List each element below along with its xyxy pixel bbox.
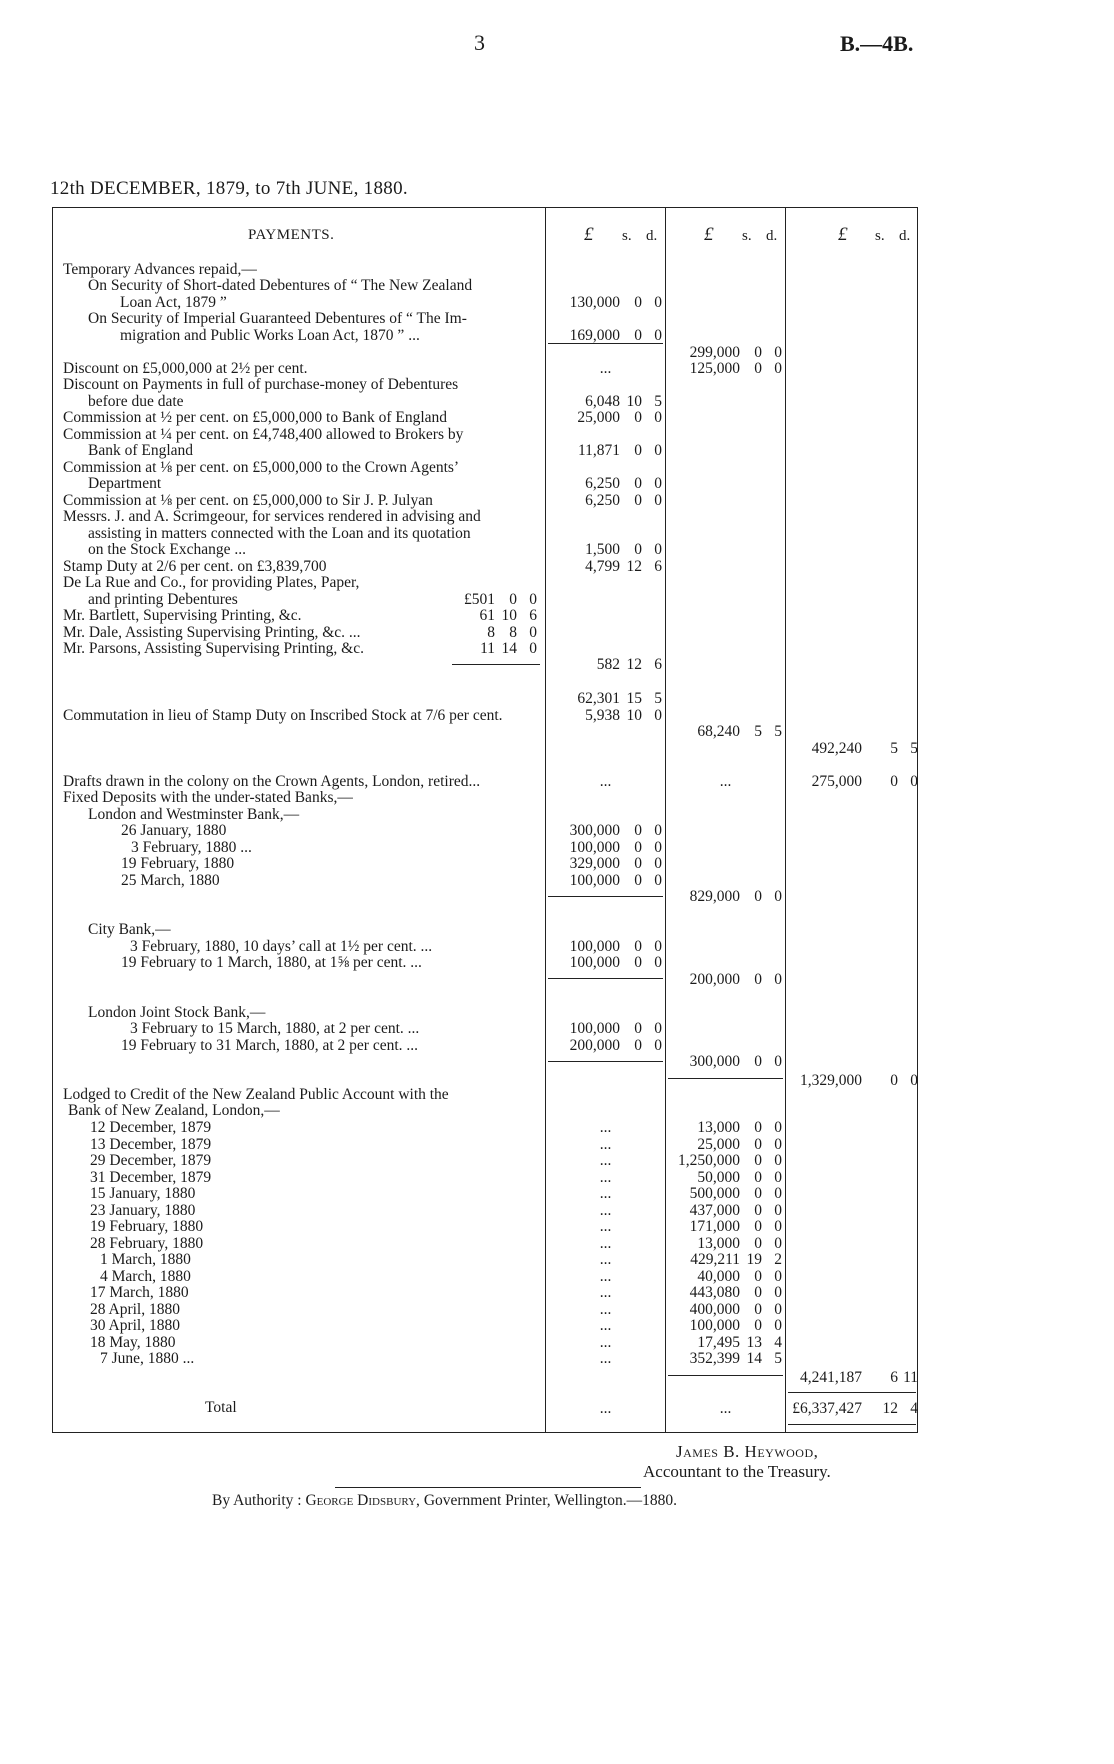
lodged-date-1: 12 December, 1879 <box>90 1119 212 1136</box>
printing-total-pounds: 582 <box>596 656 620 673</box>
lodged-col1-dots-1: ... <box>599 1119 612 1136</box>
lwb-2-pence: 0 <box>654 839 662 856</box>
lwb-4-pounds: 100,000 <box>569 872 620 889</box>
rule-total <box>788 1424 916 1425</box>
lwb-4-shillings: 0 <box>634 872 642 889</box>
city-1-shillings: 0 <box>634 938 642 955</box>
city-total-shillings: 0 <box>754 971 762 988</box>
footer-rule <box>335 1487 641 1488</box>
discount-payments-pounds: 6,048 <box>585 393 620 410</box>
lodged-grand-pounds: 4,241,187 <box>800 1369 862 1386</box>
commutation-shillings: 10 <box>626 707 642 724</box>
discount-pounds: 125,000 <box>689 360 740 377</box>
col3-pounds-heading: £ <box>838 224 848 245</box>
temp-advances-subtotal-shillings: 0 <box>754 344 762 361</box>
city-total-pence: 0 <box>774 971 782 988</box>
commutation-pence: 0 <box>654 707 662 724</box>
lodged-date-8: 28 February, 1880 <box>90 1234 204 1252</box>
rule-lodged <box>668 1375 783 1376</box>
ljs-row-2: 19 February to 31 March, 1880, at 2 per cent. ... <box>121 1037 419 1054</box>
lodged-8-shillings: 0 <box>754 1234 762 1252</box>
imprint-rest: Government Printer, Wellington.—1880. <box>423 1492 677 1509</box>
sum1-pounds: 62,301 <box>577 690 620 707</box>
rule-ljs-col2 <box>668 1078 783 1079</box>
lwb-date-3: 19 February, 1880 <box>121 855 235 872</box>
ljs-2-pence: 0 <box>654 1037 662 1054</box>
lodged-3-pence: 0 <box>774 1152 782 1169</box>
col2-pence-heading: d. <box>766 228 778 244</box>
dale-amount-pounds: 8 <box>487 624 495 641</box>
lodged-col1-dots-15: ... <box>599 1350 612 1367</box>
lodged-date-11: 17 March, 1880 <box>90 1284 189 1301</box>
bartlett-amount-shillings: 10 <box>501 607 517 624</box>
fixed-deposits-grand-pence: 0 <box>910 1072 918 1089</box>
rule-printing <box>452 664 540 665</box>
dale-amount-shillings: 8 <box>509 624 517 641</box>
lodged-10-pence: 0 <box>774 1267 782 1285</box>
dale-amount-pence: 0 <box>529 624 537 641</box>
commission-brokers-pounds: 11,871 <box>577 442 620 459</box>
col1-shillings-heading: s. <box>622 228 632 244</box>
lodged-line-2: Bank of New Zealand, London,— <box>68 1102 280 1119</box>
lodged-col1-dots-2: ... <box>599 1135 612 1153</box>
printer-imprint <box>212 1492 677 1510</box>
lwb-heading: London and Westminster Bank,— <box>88 806 300 823</box>
parsons-amount-pounds: 11 <box>480 640 495 657</box>
commission-agents-pence: 0 <box>654 475 662 492</box>
lodged-4-shillings: 0 <box>754 1168 762 1186</box>
lwb-3-pence: 0 <box>654 855 662 872</box>
drafts-shillings: 0 <box>890 773 898 790</box>
lodged-3-pounds: 1,250,000 <box>678 1152 740 1169</box>
lodged-8-pounds: 13,000 <box>697 1234 740 1252</box>
temp-advance-2-line-b: migration and Public Works Loan Act, 1870 ” ... <box>120 327 420 344</box>
city-2-pence: 0 <box>654 954 662 971</box>
lodged-13-pence: 0 <box>774 1317 782 1334</box>
grand1-shillings: 5 <box>890 740 898 757</box>
lodged-11-pence: 0 <box>774 1284 782 1301</box>
sum1-shillings: 15 <box>626 690 642 707</box>
column-divider-2 <box>665 207 666 1433</box>
stamp-duty-shillings: 12 <box>626 558 642 575</box>
lodged-col1-dots-14: ... <box>599 1333 612 1351</box>
commission-brokers-line-2: Bank of England <box>88 442 194 459</box>
lwb-1-shillings: 0 <box>634 822 642 839</box>
lwb-total-shillings: 0 <box>754 888 762 905</box>
lodged-13-shillings: 0 <box>754 1317 762 1334</box>
lwb-1-pence: 0 <box>654 822 662 839</box>
lwb-date-2: 3 February, 1880 ... <box>131 839 252 856</box>
column-divider-1 <box>545 207 546 1433</box>
drafts-col1-dots: ... <box>599 773 612 790</box>
dale-label: Mr. Dale, Assisting Supervising Printing, &c. ... <box>63 624 361 641</box>
lodged-10-shillings: 0 <box>754 1267 762 1285</box>
sum2-pounds: 68,240 <box>697 723 740 740</box>
lodged-7-pounds: 171,000 <box>689 1218 740 1235</box>
table-bottom-rule <box>52 1432 918 1433</box>
stamp-duty-pence: 6 <box>654 558 662 575</box>
lodged-8-pence: 0 <box>774 1234 782 1252</box>
lodged-date-12: 28 April, 1880 <box>90 1300 180 1318</box>
lwb-3-shillings: 0 <box>634 855 642 872</box>
drafts-pence: 0 <box>910 773 918 790</box>
delarue-line-1: De La Rue and Co., for providing Plates, Paper, <box>63 574 360 591</box>
signature-name-text: James B. Heywood, <box>676 1442 819 1461</box>
drafts-label: Drafts drawn in the colony on the Crown Agents, London, retired... <box>63 773 481 790</box>
lodged-6-shillings: 0 <box>754 1201 762 1219</box>
lodged-7-pence: 0 <box>774 1218 782 1235</box>
discount-pence: 0 <box>774 360 782 377</box>
lodged-date-15: 7 June, 1880 ... <box>100 1350 195 1367</box>
col1-pounds-heading: £ <box>584 224 594 245</box>
lodged-date-13: 30 April, 1880 <box>90 1317 180 1334</box>
commission-brokers-shillings: 0 <box>634 442 642 459</box>
ljs-2-shillings: 0 <box>634 1037 642 1054</box>
rule-grand-before-total <box>788 1392 916 1393</box>
grand1-pounds: 492,240 <box>811 740 862 757</box>
commission-boe-pence: 0 <box>654 409 662 426</box>
commission-brokers-line-1: Commission at ¼ per cent. on £4,748,400 allowed to Brokers by <box>63 426 464 443</box>
lodged-date-2: 13 December, 1879 <box>90 1135 212 1153</box>
discount-payments-line-2: before due date <box>88 393 184 410</box>
lodged-15-pounds: 352,399 <box>689 1350 740 1367</box>
rule-city <box>548 978 663 979</box>
city-2-shillings: 0 <box>634 954 642 971</box>
scrimgeour-line-3: on the Stock Exchange ... <box>88 541 246 558</box>
lodged-grand-shillings: 6 <box>890 1369 898 1386</box>
sum2-pence: 5 <box>774 723 782 740</box>
bartlett-amount-pence: 6 <box>529 607 537 624</box>
scrimgeour-line-1: Messrs. J. and A. Scrimgeour, for services rendered in advising and <box>63 508 481 525</box>
lodged-date-4: 31 December, 1879 <box>90 1168 212 1186</box>
col2-shillings-heading: s. <box>742 228 752 244</box>
temp-advance-2-pounds: 169,000 <box>569 327 620 344</box>
stamp-duty-pounds: 4,799 <box>585 558 620 575</box>
discount-payments-shillings: 10 <box>626 393 642 410</box>
temp-advance-1-line-b: Loan Act, 1879 ” <box>120 294 227 311</box>
total-col2-dots: ... <box>719 1400 732 1417</box>
stamp-duty-label: Stamp Duty at 2/6 per cent. on £3,839,700 <box>63 558 327 575</box>
fixed-deposits-heading: Fixed Deposits with the under-stated Banks,— <box>63 789 353 806</box>
imprint-printer: George Didsbury, <box>305 1492 420 1509</box>
commission-boe-shillings: 0 <box>634 409 642 426</box>
lwb-4-pence: 0 <box>654 872 662 889</box>
commission-agents-pounds: 6,250 <box>585 475 620 492</box>
city-2-pounds: 100,000 <box>569 954 620 971</box>
commission-agents-line-2: Department <box>88 475 162 492</box>
temp-advance-2-shillings: 0 <box>634 327 642 344</box>
lodged-12-shillings: 0 <box>754 1300 762 1318</box>
imprint-prefix: By Authority : <box>212 1492 302 1509</box>
drafts-col2-dots: ... <box>719 773 732 790</box>
temp-advances-subtotal-pounds: 299,000 <box>689 344 740 361</box>
lwb-3-pounds: 329,000 <box>569 855 620 872</box>
lwb-date-4: 25 March, 1880 <box>121 872 220 889</box>
lodged-9-shillings: 19 <box>746 1251 762 1268</box>
temp-advance-1-line-a: On Security of Short-dated Debentures of “ The New Zealand <box>88 277 473 294</box>
lodged-2-pounds: 25,000 <box>697 1135 740 1153</box>
temp-advances-heading: Temporary Advances repaid,— <box>63 261 257 278</box>
lwb-total-pence: 0 <box>774 888 782 905</box>
ljs-row-1: 3 February to 15 March, 1880, at 2 per cent. ... <box>130 1020 420 1037</box>
lodged-date-6: 23 January, 1880 <box>90 1201 196 1219</box>
table-right-border <box>917 207 918 1433</box>
lwb-total-pounds: 829,000 <box>689 888 740 905</box>
lodged-5-pounds: 500,000 <box>689 1185 740 1202</box>
discount-payments-line-1: Discount on Payments in full of purchase-money of Debentures <box>63 376 459 393</box>
lodged-col1-dots-4: ... <box>599 1168 612 1186</box>
fixed-deposits-grand-pounds: 1,329,000 <box>800 1072 862 1089</box>
lodged-15-pence: 5 <box>774 1350 782 1367</box>
ljs-total-pounds: 300,000 <box>689 1053 740 1070</box>
lodged-col1-dots-7: ... <box>599 1218 612 1235</box>
period-title: 12th DECEMBER, 1879, to 7th JUNE, 1880. <box>50 178 408 199</box>
commission-agents-shillings: 0 <box>634 475 642 492</box>
lodged-3-shillings: 0 <box>754 1152 762 1169</box>
parsons-amount-pence: 0 <box>529 640 537 657</box>
lwb-2-pounds: 100,000 <box>569 839 620 856</box>
lodged-11-shillings: 0 <box>754 1284 762 1301</box>
lodged-14-pence: 4 <box>774 1333 782 1351</box>
col2-pounds-heading: £ <box>704 224 714 245</box>
parsons-amount-shillings: 14 <box>501 640 517 657</box>
city-total-pounds: 200,000 <box>689 971 740 988</box>
lodged-date-7: 19 February, 1880 <box>90 1218 204 1235</box>
lodged-grand-pence: 11 <box>903 1369 918 1386</box>
commission-julyan-pence: 0 <box>654 492 662 509</box>
lodged-col1-dots-3: ... <box>599 1152 612 1169</box>
lodged-col1-dots-10: ... <box>599 1267 612 1285</box>
lodged-col1-dots-9: ... <box>599 1251 612 1268</box>
lodged-14-pounds: 17,495 <box>697 1333 740 1351</box>
discount-col1-dots: ... <box>599 360 612 377</box>
table-top-rule <box>52 207 918 208</box>
lodged-7-shillings: 0 <box>754 1218 762 1235</box>
table-left-border <box>52 207 53 1433</box>
temp-advance-1-pence: 0 <box>654 294 662 311</box>
lodged-6-pence: 0 <box>774 1201 782 1219</box>
rule-lwb <box>548 896 663 897</box>
lodged-col1-dots-13: ... <box>599 1317 612 1334</box>
commission-julyan-shillings: 0 <box>634 492 642 509</box>
grand-total-pounds: £6,337,427 <box>792 1400 862 1417</box>
lodged-line-1: Lodged to Credit of the New Zealand Public Account with the <box>63 1086 449 1103</box>
temp-advance-1-shillings: 0 <box>634 294 642 311</box>
lodged-col1-dots-6: ... <box>599 1201 612 1219</box>
lodged-6-pounds: 437,000 <box>689 1201 740 1219</box>
temp-advances-subtotal-pence: 0 <box>774 344 782 361</box>
ljs-1-pounds: 100,000 <box>569 1020 620 1037</box>
commission-brokers-pence: 0 <box>654 442 662 459</box>
total-label: Total <box>205 1399 237 1416</box>
lodged-14-shillings: 13 <box>746 1333 762 1351</box>
ljs-1-shillings: 0 <box>634 1020 642 1037</box>
bartlett-label: Mr. Bartlett, Supervising Printing, &c. <box>63 607 302 624</box>
lodged-col1-dots-11: ... <box>599 1284 612 1301</box>
discount-shillings: 0 <box>754 360 762 377</box>
lodged-date-3: 29 December, 1879 <box>90 1152 212 1169</box>
lodged-9-pounds: 429,211 <box>690 1251 740 1268</box>
city-1-pence: 0 <box>654 938 662 955</box>
col1-pence-heading: d. <box>646 228 658 244</box>
lodged-12-pounds: 400,000 <box>689 1300 740 1318</box>
lodged-5-shillings: 0 <box>754 1185 762 1202</box>
commission-julyan-label: Commission at ⅛ per cent. on £5,000,000 to Sir J. P. Julyan <box>63 492 433 509</box>
lodged-date-14: 18 May, 1880 <box>90 1333 176 1351</box>
temp-advance-1-pounds: 130,000 <box>569 294 620 311</box>
parsons-label: Mr. Parsons, Assisting Supervising Printing, &c. <box>63 640 364 657</box>
col3-shillings-heading: s. <box>875 228 885 244</box>
lwb-date-1: 26 January, 1880 <box>121 822 227 839</box>
lodged-1-pounds: 13,000 <box>697 1119 740 1136</box>
delarue-amount-pounds: £501 <box>464 591 495 608</box>
commission-boe-label: Commission at ½ per cent. on £5,000,000 to Bank of England <box>63 409 448 426</box>
delarue-amount-pence: 0 <box>529 591 537 608</box>
rule-ljs-col1 <box>548 1061 663 1062</box>
commission-agents-line-1: Commission at ⅛ per cent. on £5,000,000 to the Crown Agents’ <box>63 459 460 476</box>
lodged-2-pence: 0 <box>774 1135 782 1153</box>
discount-payments-pence: 5 <box>654 393 662 410</box>
grand-total-shillings: 12 <box>882 1400 898 1417</box>
page-number: 3 <box>474 30 485 55</box>
commutation-label: Commutation in lieu of Stamp Duty on Inscribed Stock at 7/6 per cent. <box>63 707 503 724</box>
printing-total-shillings: 12 <box>626 656 642 673</box>
lodged-2-shillings: 0 <box>754 1135 762 1153</box>
ljs-total-pence: 0 <box>774 1053 782 1070</box>
printing-total-pence: 6 <box>654 656 662 673</box>
lodged-13-pounds: 100,000 <box>689 1317 740 1334</box>
scrimgeour-shillings: 0 <box>634 541 642 558</box>
drafts-pounds: 275,000 <box>811 773 862 790</box>
grand-total-pence: 4 <box>910 1400 918 1417</box>
scrimgeour-pounds: 1,500 <box>585 541 620 558</box>
lodged-9-pence: 2 <box>774 1251 782 1268</box>
sum1-pence: 5 <box>654 690 662 707</box>
discount-label: Discount on £5,000,000 at 2½ per cent. <box>63 360 308 377</box>
lodged-4-pence: 0 <box>774 1168 782 1186</box>
temp-advance-2-pence: 0 <box>654 327 662 344</box>
ljs-total-shillings: 0 <box>754 1053 762 1070</box>
sum2-shillings: 5 <box>754 723 762 740</box>
city-bank-row-1: 3 February, 1880, 10 days’ call at 1½ per cent. ... <box>130 938 433 955</box>
column-divider-3 <box>785 207 786 1433</box>
lodged-11-pounds: 443,080 <box>689 1284 740 1301</box>
lodged-date-10: 4 March, 1880 <box>100 1267 191 1285</box>
lodged-col1-dots-8: ... <box>599 1234 612 1252</box>
lodged-1-shillings: 0 <box>754 1119 762 1136</box>
ljs-2-pounds: 200,000 <box>569 1037 620 1054</box>
lodged-1-pence: 0 <box>774 1119 782 1136</box>
lodged-4-pounds: 50,000 <box>697 1168 740 1186</box>
fixed-deposits-grand-shillings: 0 <box>890 1072 898 1089</box>
col3-pence-heading: d. <box>899 228 911 244</box>
lodged-col1-dots-12: ... <box>599 1300 612 1318</box>
delarue-amount-shillings: 0 <box>509 591 517 608</box>
lodged-15-shillings: 14 <box>746 1350 762 1367</box>
city-1-pounds: 100,000 <box>569 938 620 955</box>
city-bank-row-2: 19 February to 1 March, 1880, at 1⅝ per cent. ... <box>121 954 422 971</box>
commission-boe-pounds: 25,000 <box>577 409 620 426</box>
commission-julyan-pounds: 6,250 <box>585 492 620 509</box>
commutation-pounds: 5,938 <box>585 707 620 724</box>
lwb-2-shillings: 0 <box>634 839 642 856</box>
payments-heading: PAYMENTS. <box>248 227 335 243</box>
total-col1-dots: ... <box>599 1400 612 1417</box>
scrimgeour-pence: 0 <box>654 541 662 558</box>
lodged-date-5: 15 January, 1880 <box>90 1185 196 1202</box>
ljs-heading: London Joint Stock Bank,— <box>88 1004 266 1021</box>
lodged-10-pounds: 40,000 <box>697 1267 740 1285</box>
grand1-pence: 5 <box>910 740 918 757</box>
delarue-line-2: and printing Debentures <box>88 591 238 608</box>
ljs-1-pence: 0 <box>654 1020 662 1037</box>
bartlett-amount-pounds: 61 <box>479 607 495 624</box>
document-code: B.—4B. <box>840 31 914 56</box>
signature-name <box>676 1442 818 1462</box>
lodged-date-9: 1 March, 1880 <box>100 1251 191 1268</box>
signature-title: Accountant to the Treasury. <box>643 1462 831 1481</box>
lodged-5-pence: 0 <box>774 1185 782 1202</box>
lodged-col1-dots-5: ... <box>599 1185 612 1202</box>
lwb-1-pounds: 300,000 <box>569 822 620 839</box>
scrimgeour-line-2: assisting in matters connected with the Loan and its quotation <box>88 525 471 542</box>
lodged-12-pence: 0 <box>774 1300 782 1318</box>
temp-advance-2-line-a: On Security of Imperial Guaranteed Debentures of “ The Im- <box>88 310 467 327</box>
city-bank-heading: City Bank,— <box>88 921 171 938</box>
